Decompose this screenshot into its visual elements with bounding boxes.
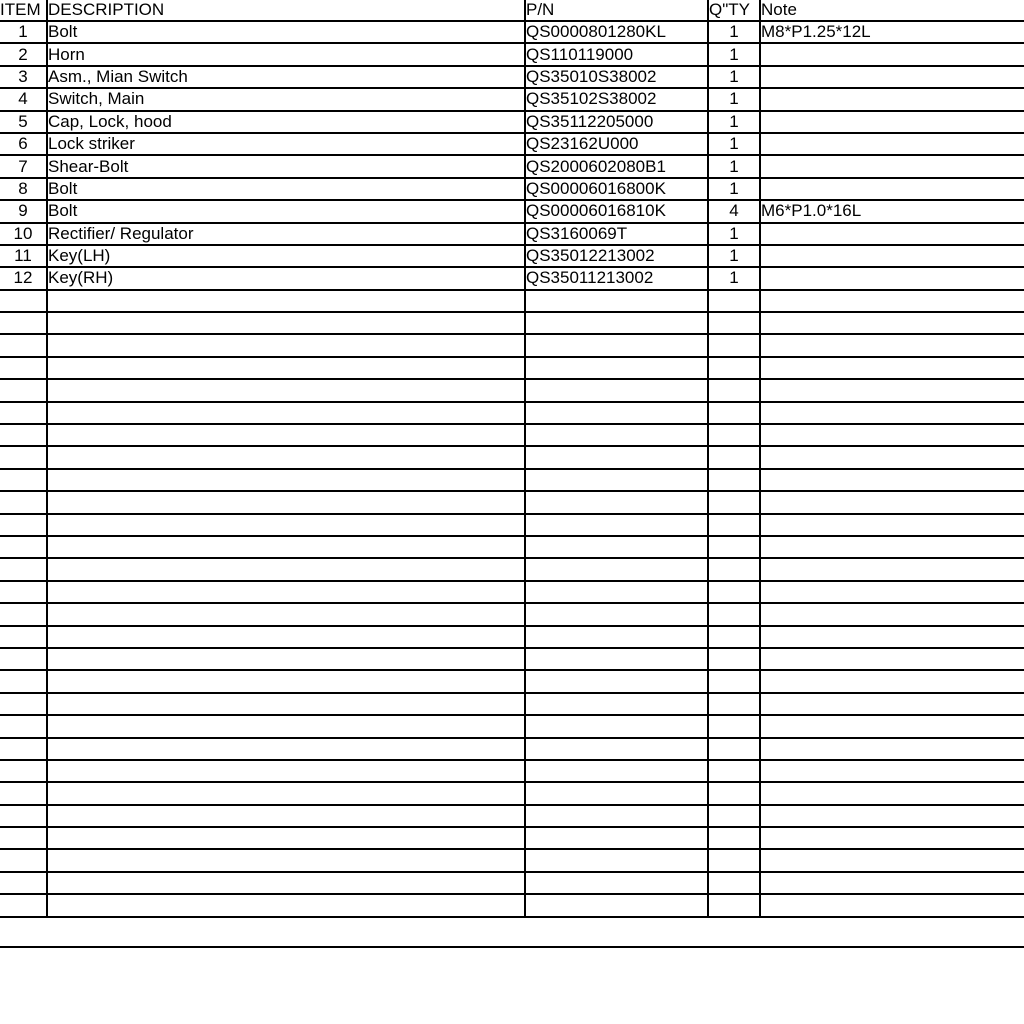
- cell-pn: QS35010S38002: [525, 66, 708, 88]
- cell-description: Rectifier/ Regulator: [47, 223, 525, 245]
- table-row: [0, 849, 1024, 871]
- cell-description: Cap, Lock, hood: [47, 111, 525, 133]
- column-header-item: ITEM: [0, 0, 47, 21]
- cell-pn: [525, 446, 708, 468]
- cell-item: [0, 536, 47, 558]
- cell-pn: [525, 514, 708, 536]
- cell-qty: [708, 670, 760, 692]
- cell-item: [0, 312, 47, 334]
- cell-qty: [708, 469, 760, 491]
- cell-description: [47, 402, 525, 424]
- table-row: [0, 469, 1024, 491]
- table-row: [0, 357, 1024, 379]
- table-row: [0, 581, 1024, 603]
- cell-note: [760, 66, 1024, 88]
- cell-note: [760, 155, 1024, 177]
- cell-description: [47, 894, 525, 916]
- table-row: [0, 558, 1024, 580]
- cell-item: [0, 469, 47, 491]
- cell-description: [47, 738, 525, 760]
- cell-pn: [525, 357, 708, 379]
- cell-qty: [708, 782, 760, 804]
- table-row: [0, 693, 1024, 715]
- cell-note: [760, 334, 1024, 356]
- cell-description: [47, 827, 525, 849]
- cell-item: 12: [0, 267, 47, 289]
- table-row: [0, 111, 1024, 133]
- cell-item: 8: [0, 178, 47, 200]
- cell-description: Bolt: [47, 178, 525, 200]
- cell-description: [47, 670, 525, 692]
- cell-qty: 1: [708, 223, 760, 245]
- cell-note: [760, 626, 1024, 648]
- cell-description: Lock striker: [47, 133, 525, 155]
- cell-qty: [708, 693, 760, 715]
- cell-item: [0, 849, 47, 871]
- cell-description: [47, 558, 525, 580]
- cell-pn: [525, 626, 708, 648]
- cell-qty: 1: [708, 155, 760, 177]
- table-row: [0, 223, 1024, 245]
- cell-description: [47, 469, 525, 491]
- cell-qty: [708, 581, 760, 603]
- table-row: [0, 827, 1024, 849]
- cell-pn: [525, 558, 708, 580]
- cell-note: [760, 581, 1024, 603]
- cell-description: [47, 872, 525, 894]
- cell-description: Asm., Mian Switch: [47, 66, 525, 88]
- cell-pn: [525, 782, 708, 804]
- cell-item: [0, 491, 47, 513]
- table-row: [0, 603, 1024, 625]
- cell-qty: 1: [708, 267, 760, 289]
- table-row: [0, 446, 1024, 468]
- cell-pn: QS35011213002: [525, 267, 708, 289]
- table-row: [0, 21, 1024, 43]
- table-row: [0, 738, 1024, 760]
- table-row: [0, 178, 1024, 200]
- cell-note: [760, 111, 1024, 133]
- cell-note: [760, 133, 1024, 155]
- cell-qty: [708, 805, 760, 827]
- cell-note: [760, 805, 1024, 827]
- cell-item: [0, 446, 47, 468]
- cell-pn: [525, 334, 708, 356]
- cell-pn: [525, 379, 708, 401]
- table-row: [0, 245, 1024, 267]
- cell-qty: [708, 379, 760, 401]
- cell-pn: QS00006016800K: [525, 178, 708, 200]
- cell-note: [760, 782, 1024, 804]
- cell-description: Bolt: [47, 200, 525, 222]
- cell-qty: [708, 849, 760, 871]
- cell-description: Switch, Main: [47, 88, 525, 110]
- cell-qty: [708, 872, 760, 894]
- cell-note: [760, 738, 1024, 760]
- table-row: [0, 402, 1024, 424]
- cell-qty: [708, 894, 760, 916]
- cell-pn: QS35112205000: [525, 111, 708, 133]
- cell-qty: [708, 312, 760, 334]
- cell-note: [760, 88, 1024, 110]
- cell-note: [760, 849, 1024, 871]
- cell-pn: [525, 805, 708, 827]
- cell-note: [760, 558, 1024, 580]
- cell-description: [47, 379, 525, 401]
- table-row: [0, 805, 1024, 827]
- cell-item: [0, 290, 47, 312]
- cell-note: [760, 178, 1024, 200]
- cell-note: [760, 760, 1024, 782]
- cell-pn: QS35012213002: [525, 245, 708, 267]
- table-row: [0, 290, 1024, 312]
- cell-item: [0, 894, 47, 916]
- cell-item: [0, 424, 47, 446]
- cell-description: [47, 536, 525, 558]
- cell-qty: 1: [708, 245, 760, 267]
- cell-note: [760, 267, 1024, 289]
- cell-pn: [525, 872, 708, 894]
- cell-description: Key(LH): [47, 245, 525, 267]
- table-row: [0, 133, 1024, 155]
- cell-pn: [525, 849, 708, 871]
- cell-description: [47, 581, 525, 603]
- cell-pn: QS0000801280KL: [525, 21, 708, 43]
- cell-pn: [525, 402, 708, 424]
- cell-item: 3: [0, 66, 47, 88]
- cell-description: [47, 312, 525, 334]
- cell-pn: [525, 894, 708, 916]
- cell-qty: [708, 738, 760, 760]
- cell-qty: [708, 558, 760, 580]
- parts-table-body: [0, 21, 1024, 917]
- column-header-description: DESCRIPTION: [47, 0, 525, 21]
- cell-pn: QS110119000: [525, 43, 708, 65]
- table-row: [0, 760, 1024, 782]
- cell-note: [760, 245, 1024, 267]
- cell-note: [760, 715, 1024, 737]
- cell-qty: [708, 626, 760, 648]
- cell-item: [0, 558, 47, 580]
- cell-item: 9: [0, 200, 47, 222]
- cell-description: [47, 648, 525, 670]
- cell-description: [47, 849, 525, 871]
- cell-item: 7: [0, 155, 47, 177]
- cell-pn: [525, 648, 708, 670]
- cell-description: [47, 334, 525, 356]
- cell-item: 10: [0, 223, 47, 245]
- table-row: [0, 491, 1024, 513]
- cell-pn: [525, 715, 708, 737]
- cell-note: [760, 648, 1024, 670]
- parts-table-header: [0, 0, 1024, 21]
- cell-qty: 1: [708, 133, 760, 155]
- cell-pn: QS2000602080B1: [525, 155, 708, 177]
- cell-qty: [708, 402, 760, 424]
- cell-description: [47, 514, 525, 536]
- table-row: [0, 715, 1024, 737]
- cell-pn: QS23162U000: [525, 133, 708, 155]
- cell-item: 1: [0, 21, 47, 43]
- cell-note: [760, 290, 1024, 312]
- cell-pn: QS00006016810K: [525, 200, 708, 222]
- column-header-note: Note: [760, 0, 1024, 21]
- cell-qty: 1: [708, 88, 760, 110]
- cell-description: [47, 626, 525, 648]
- cell-note: [760, 312, 1024, 334]
- cell-note: [760, 603, 1024, 625]
- table-row: [0, 267, 1024, 289]
- cell-qty: 1: [708, 111, 760, 133]
- table-row: [0, 872, 1024, 894]
- cell-description: Bolt: [47, 21, 525, 43]
- table-row: [0, 379, 1024, 401]
- table-row: [0, 626, 1024, 648]
- cell-qty: [708, 536, 760, 558]
- cell-item: [0, 827, 47, 849]
- cell-description: Key(RH): [47, 267, 525, 289]
- cell-item: [0, 805, 47, 827]
- cell-item: 2: [0, 43, 47, 65]
- cell-description: [47, 693, 525, 715]
- cell-pn: [525, 581, 708, 603]
- cell-pn: [525, 693, 708, 715]
- cell-description: Shear-Bolt: [47, 155, 525, 177]
- cell-note: [760, 446, 1024, 468]
- cell-item: [0, 872, 47, 894]
- cell-note: [760, 670, 1024, 692]
- cell-qty: [708, 603, 760, 625]
- cell-qty: [708, 514, 760, 536]
- cell-pn: [525, 491, 708, 513]
- table-row: [0, 312, 1024, 334]
- cell-item: [0, 379, 47, 401]
- cell-item: 5: [0, 111, 47, 133]
- table-row: [0, 334, 1024, 356]
- cell-pn: [525, 290, 708, 312]
- cell-note: [760, 469, 1024, 491]
- table-row: [0, 894, 1024, 916]
- cell-note: [760, 379, 1024, 401]
- cell-item: [0, 738, 47, 760]
- cell-note: [760, 357, 1024, 379]
- cell-description: [47, 424, 525, 446]
- cell-item: [0, 693, 47, 715]
- table-row: [0, 648, 1024, 670]
- cell-pn: QS35102S38002: [525, 88, 708, 110]
- cell-qty: [708, 827, 760, 849]
- cell-qty: [708, 715, 760, 737]
- table-row: [0, 536, 1024, 558]
- cell-item: [0, 782, 47, 804]
- cell-pn: [525, 670, 708, 692]
- cell-item: [0, 760, 47, 782]
- cell-item: [0, 715, 47, 737]
- cell-qty: [708, 424, 760, 446]
- table-row: [0, 670, 1024, 692]
- cell-qty: [708, 491, 760, 513]
- cell-item: [0, 603, 47, 625]
- cell-item: 4: [0, 88, 47, 110]
- cell-item: [0, 581, 47, 603]
- cell-pn: [525, 536, 708, 558]
- cell-description: [47, 446, 525, 468]
- cell-pn: [525, 603, 708, 625]
- cell-qty: [708, 357, 760, 379]
- cell-description: [47, 782, 525, 804]
- cell-note: [760, 402, 1024, 424]
- cell-description: [47, 760, 525, 782]
- cell-description: [47, 805, 525, 827]
- cell-description: [47, 290, 525, 312]
- cell-description: [47, 603, 525, 625]
- cell-note: [760, 424, 1024, 446]
- bottom-rule: [0, 946, 1024, 948]
- table-row: [0, 155, 1024, 177]
- cell-note: [760, 491, 1024, 513]
- cell-qty: [708, 760, 760, 782]
- cell-qty: 1: [708, 178, 760, 200]
- cell-pn: QS3160069T: [525, 223, 708, 245]
- table-row: [0, 43, 1024, 65]
- cell-qty: [708, 648, 760, 670]
- table-row: [0, 514, 1024, 536]
- cell-note: [760, 693, 1024, 715]
- cell-qty: [708, 446, 760, 468]
- cell-pn: [525, 424, 708, 446]
- header-row: [0, 0, 1024, 21]
- cell-note: M6*P1.0*16L: [760, 200, 1024, 222]
- cell-qty: [708, 334, 760, 356]
- cell-item: [0, 357, 47, 379]
- table-row: [0, 66, 1024, 88]
- cell-item: 11: [0, 245, 47, 267]
- cell-description: Horn: [47, 43, 525, 65]
- cell-item: [0, 648, 47, 670]
- cell-note: M8*P1.25*12L: [760, 21, 1024, 43]
- column-header-qty: Q"TY: [708, 0, 760, 21]
- table-row: [0, 200, 1024, 222]
- cell-item: [0, 626, 47, 648]
- cell-note: [760, 514, 1024, 536]
- cell-qty: 1: [708, 43, 760, 65]
- cell-qty: 4: [708, 200, 760, 222]
- table-row: [0, 424, 1024, 446]
- cell-note: [760, 872, 1024, 894]
- cell-item: [0, 334, 47, 356]
- cell-pn: [525, 760, 708, 782]
- cell-item: [0, 670, 47, 692]
- cell-note: [760, 536, 1024, 558]
- cell-qty: 1: [708, 66, 760, 88]
- cell-description: [47, 491, 525, 513]
- cell-pn: [525, 469, 708, 491]
- cell-description: [47, 357, 525, 379]
- table-row: [0, 88, 1024, 110]
- cell-description: [47, 715, 525, 737]
- cell-qty: 1: [708, 21, 760, 43]
- cell-note: [760, 894, 1024, 916]
- cell-pn: [525, 738, 708, 760]
- table-row: [0, 782, 1024, 804]
- cell-qty: [708, 290, 760, 312]
- cell-pn: [525, 312, 708, 334]
- cell-note: [760, 223, 1024, 245]
- cell-item: [0, 514, 47, 536]
- cell-note: [760, 43, 1024, 65]
- cell-note: [760, 827, 1024, 849]
- cell-item: 6: [0, 133, 47, 155]
- cell-pn: [525, 827, 708, 849]
- column-header-pn: P/N: [525, 0, 708, 21]
- cell-item: [0, 402, 47, 424]
